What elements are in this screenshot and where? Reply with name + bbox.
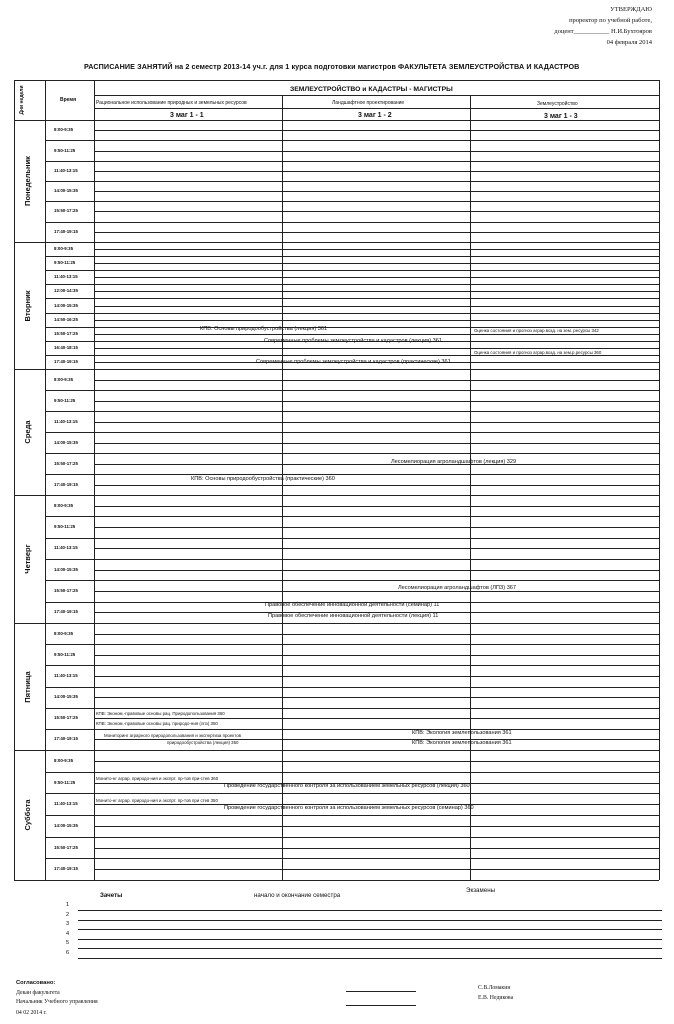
header-days: Дни недели <box>19 85 25 115</box>
slot-divider <box>45 793 659 794</box>
slot-divider <box>45 687 659 688</box>
half-slot-line <box>94 306 659 307</box>
half-slot-line <box>94 334 659 335</box>
entry-wed-1550: Лесомелиорация агроландшафтов (лекция) 329 <box>391 459 517 465</box>
dean-label: Декан факультета <box>16 990 60 996</box>
table-border-left <box>14 80 15 880</box>
entry-tue-1450-g3: Оценка состояния и прогноз аграр.возд. на зем. ресурсы 342 <box>474 328 599 333</box>
half-slot-line <box>94 249 659 250</box>
half-slot-line <box>94 211 659 212</box>
header-group-3: 3 маг 1 - 3 <box>544 113 578 120</box>
slot-divider <box>45 665 659 666</box>
time-slot-label: 11:40-13:15 <box>54 274 78 279</box>
time-slot-label: 17:40-19:15 <box>54 736 78 741</box>
day-divider <box>14 495 659 496</box>
approval-position: проректор по учебной работе, <box>569 17 652 24</box>
entry-wed-1740: КПВ: Основы природообустройства (практические) 360 <box>191 476 335 482</box>
time-slot-label: 8:00-9:35 <box>54 631 74 636</box>
slot-divider <box>45 644 659 645</box>
half-slot-line <box>94 761 659 762</box>
slot-divider <box>45 815 659 816</box>
day-label: Понедельник <box>22 156 32 206</box>
slot-divider <box>45 313 659 314</box>
table-border-right <box>659 80 660 880</box>
entry-fri-1550-b: КПВ: Эконом.-правовые основы рац. природо-ния (лпз) 350 <box>96 721 218 726</box>
time-slot-label: 8:00-9:35 <box>54 377 74 382</box>
time-slot-label: 11:40-13:15 <box>54 545 78 550</box>
entry-thu-1740-lecture: Правовое обеспечение инновационной деятельности (лекция) 11 <box>268 613 439 619</box>
slot-divider <box>45 858 659 859</box>
half-slot-line <box>94 485 659 486</box>
zachety-label: Зачеты <box>100 892 123 899</box>
day-label: Суббота <box>22 799 32 831</box>
exam-row-line <box>78 910 662 911</box>
half-slot-line <box>94 464 659 465</box>
slot-divider <box>45 538 659 539</box>
time-slot-label: 8:00-9:35 <box>54 758 74 763</box>
slot-divider <box>45 355 659 356</box>
time-slot-label: 11:40-13:15 <box>54 168 78 173</box>
exam-row-number: 6 <box>66 950 70 956</box>
entry-fri-1740-c: КПВ: Экология землепользования 361 <box>412 730 512 736</box>
half-slot-line <box>94 171 659 172</box>
time-slot-label: 9:50-11:25 <box>54 652 76 657</box>
column-divider-group2 <box>470 95 471 880</box>
signature-line-2 <box>346 1005 416 1006</box>
header-divider-bottom <box>14 120 659 121</box>
slot-divider <box>45 390 659 391</box>
half-slot-line <box>94 570 659 571</box>
time-slot-label: 9:50-11:25 <box>54 260 76 265</box>
exam-row-number: 3 <box>66 921 70 928</box>
half-slot-line <box>94 826 659 827</box>
time-slot-label: 16:40-18:15 <box>54 345 78 350</box>
time-slot-label: 8:00-9:35 <box>54 127 74 132</box>
exam-row-line <box>78 929 662 930</box>
time-slot-label: 15:50-17:25 <box>54 461 78 466</box>
time-slot-label: 15:50-17:25 <box>54 715 78 720</box>
half-slot-line <box>94 291 659 292</box>
half-slot-line <box>94 869 659 870</box>
half-slot-line <box>94 130 659 131</box>
half-slot-line <box>94 232 659 233</box>
entry-fri-1740-d: КПВ: Экология землепользования 361 <box>412 740 512 746</box>
entry-fri-1550-a: КПВ: Эконом.-правовые основы рац. Природопользования 360 <box>96 711 225 716</box>
slot-divider <box>45 580 659 581</box>
header-program-3: Землеустройство <box>537 101 578 107</box>
half-slot-line <box>94 191 659 192</box>
approval-block <box>554 4 652 48</box>
slot-divider <box>45 708 659 709</box>
header-time: Время <box>60 97 76 103</box>
time-slot-label: 17:40-19:15 <box>54 229 78 234</box>
day-divider <box>14 242 659 243</box>
exam-row-line <box>78 958 662 959</box>
slot-divider <box>45 222 659 223</box>
entry-sat-950-b: Проведение государственного контроля за использованием земельных ресурсов (лекция) 360 <box>224 783 470 789</box>
time-slot-label: 15:50-17:25 <box>54 208 78 213</box>
half-slot-line <box>94 401 659 402</box>
date-label: 04 02 2014 г. <box>16 1010 47 1016</box>
slot-divider <box>45 837 659 838</box>
time-slot-label: 9:50-11:25 <box>54 398 76 403</box>
time-slot-label: 14:00-15:35 <box>54 823 78 828</box>
time-slot-label: 11:40-13:15 <box>54 419 78 424</box>
exam-row-line <box>78 920 662 921</box>
half-slot-line <box>94 380 659 381</box>
slot-divider <box>45 772 659 773</box>
slot-divider <box>45 729 659 730</box>
half-slot-line <box>94 151 659 152</box>
slot-divider <box>45 474 659 475</box>
slot-divider <box>45 284 659 285</box>
approval-title: УТВЕРЖДАЮ <box>610 6 652 13</box>
slot-divider <box>45 298 659 299</box>
time-slot-label: 14:00-15:35 <box>54 188 78 193</box>
exam-row-number: 2 <box>66 911 70 918</box>
time-slot-label: 14:50-16:25 <box>54 317 78 322</box>
day-label: Четверг <box>22 544 32 574</box>
entry-thu-1740-seminar: Правовое обеспечение инновационной деятельности (семинар) 11 <box>265 602 440 608</box>
entry-tue-1640-g3: Оценка состояния и прогноз аграр.возд. на зем.р.ресурсы 360 <box>474 350 602 355</box>
slot-divider <box>45 161 659 162</box>
exam-row-number: 5 <box>66 940 70 947</box>
half-slot-line <box>94 591 659 592</box>
day-divider <box>14 623 659 624</box>
time-slot-label: 8:00-9:35 <box>54 503 74 508</box>
half-slot-line <box>94 655 659 656</box>
header-group-2: 3 маг 1 - 2 <box>358 112 392 119</box>
entry-tue-1550: Современные проблемы землеустройства и кадастров (лекция) 361 <box>264 338 442 344</box>
time-slot-label: 14:00-15:35 <box>54 303 78 308</box>
time-slot-label: 14:00-15:35 <box>54 440 78 445</box>
column-divider-time <box>94 80 95 880</box>
name-1: С.В.Ломакин <box>478 985 511 991</box>
half-slot-line <box>94 443 659 444</box>
entry-fri-1740-a: Мониторинг аграрного природопользования и экспертиза проектов <box>104 733 242 738</box>
column-divider-group1 <box>282 95 283 880</box>
slot-divider <box>45 201 659 202</box>
name-2: Е.В. Недикова <box>478 995 514 1001</box>
table-border-top <box>14 80 659 81</box>
half-slot-line <box>94 634 659 635</box>
time-slot-label: 14:00-15:35 <box>54 694 78 699</box>
entry-thu-1550: Лесомелиорация агроландшафтов (ЛПЗ) 367 <box>398 585 517 591</box>
day-label: Пятница <box>22 670 32 703</box>
half-slot-line <box>94 348 659 349</box>
head-label: Начальник Учебного управления <box>16 999 98 1005</box>
time-slot-label: 17:40-19:15 <box>54 482 78 487</box>
slot-divider <box>45 140 659 141</box>
day-label: Вторник <box>22 290 32 321</box>
half-slot-line <box>94 506 659 507</box>
exam-row-number: 4 <box>66 930 70 937</box>
day-divider <box>14 369 659 370</box>
slot-divider <box>45 516 659 517</box>
time-slot-label: 8:00-9:35 <box>54 246 74 251</box>
time-slot-label: 12:00-14:35 <box>54 288 78 293</box>
agreed-label: Согласовано: <box>16 980 56 986</box>
half-slot-line <box>94 527 659 528</box>
semester-label: начало и окончание семестра <box>254 892 341 899</box>
entry-sat-1140-a: Монито-нг аграр. природо-ния и экспрт. пр-тов при стев 350 <box>96 798 218 803</box>
column-divider-day <box>45 80 46 880</box>
time-slot-label: 9:50-11:25 <box>54 524 76 529</box>
half-slot-line <box>94 422 659 423</box>
half-slot-line <box>94 263 659 264</box>
slot-divider <box>45 453 659 454</box>
table-border-bottom <box>14 880 659 881</box>
day-divider <box>14 750 659 751</box>
header-program-1: Рациональное использование природных и земельных ресурсов <box>96 100 247 106</box>
half-slot-line <box>94 848 659 849</box>
slot-divider <box>45 270 659 271</box>
day-label: Среда <box>22 420 32 444</box>
time-slot-label: 15:50-17:25 <box>54 588 78 593</box>
slot-divider <box>45 181 659 182</box>
time-slot-label: 9:50-11:25 <box>54 148 76 153</box>
time-slot-label: 17:40-19:15 <box>54 609 78 614</box>
half-slot-line <box>94 548 659 549</box>
half-slot-line <box>94 718 659 719</box>
time-slot-label: 11:40-13:15 <box>54 673 78 678</box>
slot-divider <box>45 432 659 433</box>
header-divider-faculty <box>94 95 659 96</box>
time-slot-label: 17:40-19:15 <box>54 359 78 364</box>
exam-row-number: 1 <box>66 902 70 908</box>
header-program-2: Ландшафтное проектирование <box>332 100 405 106</box>
entry-sat-1140-b: Проведение государственного контроля за использованием земельных ресурсов (семинар) 360 <box>224 805 474 811</box>
half-slot-line <box>94 697 659 698</box>
signature-line-1 <box>346 991 416 992</box>
time-slot-label: 15:50-17:25 <box>54 331 78 336</box>
entry-sat-950-a: Монито-нг аграр. природо-ния и экспрт. пр-тов при-стев 360 <box>96 776 219 781</box>
entry-tue-1740: Современные проблемы землеустройства и кадастров (практические) 361 <box>256 359 451 365</box>
page-title: РАСПИСАНИЕ ЗАНЯТИЙ на 2 семестр 2013-14 уч.г. для 1 курса подготовки магистров ФАКУЛЬТЕТА ЗЕМЛЕУСТРОЙСТВА И КАДАСТРОВ <box>84 62 580 71</box>
exam-row-line <box>78 948 662 949</box>
header-faculty: ЗЕМЛЕУСТРОЙСТВО и КАДАСТРЫ - МАГИСТРЫ <box>290 86 453 93</box>
entry-fri-1740-b: природообустройства (лекция) 350 <box>167 740 239 745</box>
time-slot-label: 14:00-15:35 <box>54 567 78 572</box>
time-slot-label: 15:50-17:25 <box>54 845 78 850</box>
entry-tue-1450: КПВ: Основы природообустройства (лекция) 361 <box>200 326 328 332</box>
slot-divider <box>45 256 659 257</box>
header-divider-program <box>94 108 659 109</box>
slot-divider <box>45 411 659 412</box>
slot-divider <box>45 559 659 560</box>
header-group-1: 3 маг 1 - 1 <box>170 112 204 119</box>
approval-date: 04 февраля 2014 <box>606 39 652 46</box>
half-slot-line <box>94 277 659 278</box>
exam-row-line <box>78 939 662 940</box>
time-slot-label: 17:40-19:15 <box>54 866 78 871</box>
exams-label: Экзамены <box>466 887 496 894</box>
half-slot-line <box>94 320 659 321</box>
approval-signature: доцент___________ Н.И.Бухтояров <box>554 28 652 35</box>
time-slot-label: 9:50-11:25 <box>54 780 76 785</box>
half-slot-line <box>94 676 659 677</box>
time-slot-label: 11:40-13:15 <box>54 801 78 806</box>
